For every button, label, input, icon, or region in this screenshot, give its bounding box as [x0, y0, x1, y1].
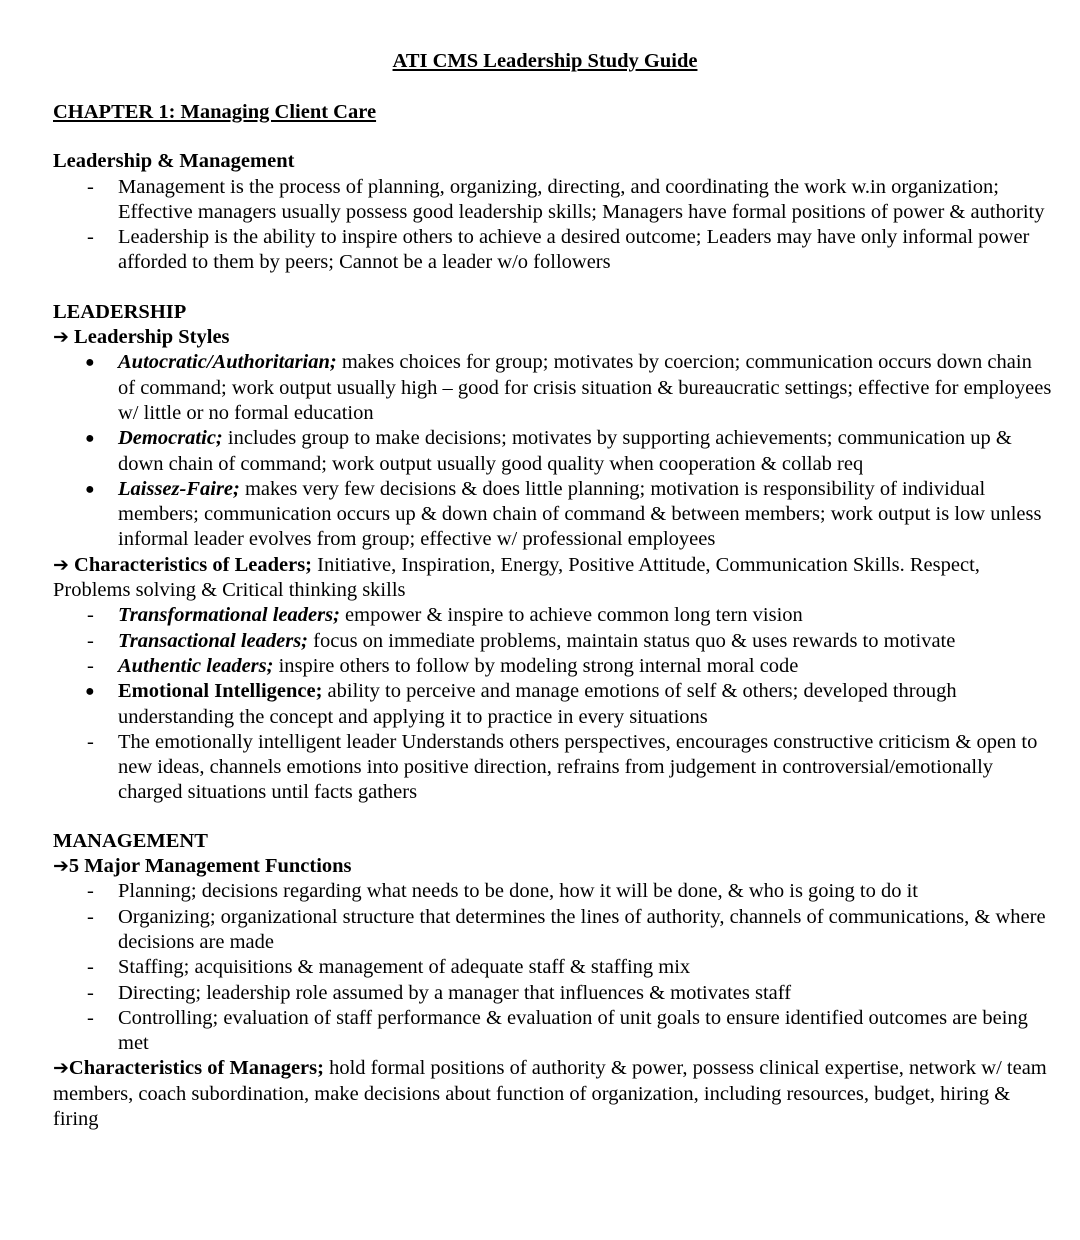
bullet-dot: ● [85, 430, 95, 448]
leadership-styles-list [53, 350, 1053, 552]
document-body [53, 100, 1053, 1132]
list-item: ● Emotional Intelligence; ability to perceive and manage emotions of self & others; developed through understanding the concept and applying it to practice in every situations [85, 680, 957, 728]
chapter-heading: CHAPTER 1: Managing Client Care [53, 101, 377, 123]
bullet-dot: ● [85, 480, 95, 498]
dash-bullet: - [87, 175, 94, 198]
management-functions-list [53, 879, 1053, 1056]
dash-bullet: - [87, 654, 94, 677]
dash-bullet: - [87, 604, 94, 627]
list-item: - Organizing; organizational structure that determines the lines of authority, channels of communications, & where decisions are made [87, 905, 1046, 953]
arrow-right-icon: ➔ [53, 553, 69, 576]
arrow-right-icon: ➔ [53, 1057, 69, 1080]
list-item: - Leadership is the ability to inspire others to achieve a desired outcome; Leaders may have only informal power afforded to them by peers; Cannot be a leader w/o followers [87, 226, 1030, 274]
bullet-dot: ● [85, 354, 95, 372]
bullet-dot: ● [85, 683, 95, 701]
arrow-right-icon: ➔ [53, 855, 69, 878]
section-heading-leadership-management: Leadership & Management [53, 150, 295, 173]
list-item: ● Laissez-Faire; makes very few decisions & does little planning; motivation is responsibility of individual members; communication occurs up & down chain of command & between members; work output is low unless informal leader evolves from group; effective w/ professional employees [85, 477, 1042, 551]
list-item: - Staffing; acquisitions & management of adequate staff & staffing mix [53, 955, 1053, 980]
list-item: ● Autocratic/Authoritarian; makes choices for group; motivates by coercion; communication occurs down chain of command; work output usually high – good for crisis situation & bureaucratic settings; effective for employees w/ little or no formal education [85, 351, 1052, 424]
list-item: - Authentic leaders; inspire others to follow by modeling strong internal moral code [53, 654, 1053, 679]
section-heading-management: MANAGEMENT [53, 829, 208, 852]
dash-bullet: - [87, 1006, 94, 1029]
dash-bullet: - [87, 730, 94, 753]
dash-bullet: - [87, 981, 94, 1004]
subheading-leadership-styles: ➔ Leadership Styles [53, 326, 230, 349]
dash-bullet: - [87, 226, 94, 249]
subheading-management-functions: ➔5 Major Management Functions [53, 855, 352, 878]
list-item: - Transactional leaders; focus on immediate problems, maintain status quo & uses rewards to motivate [53, 629, 1053, 654]
characteristics-of-leaders: ➔ Characteristics of Leaders; Initiative, Inspiration, Energy, Positive Attitude, Communication Skills. Respect, Problems solving & Critical thinking skills [53, 553, 980, 602]
dash-bullet: - [87, 880, 94, 903]
dash-bullet: - [87, 905, 94, 928]
list-item: - Directing; leadership role assumed by a manager that influences & motivates staff [53, 981, 1053, 1006]
list-item: - The emotionally intelligent leader Understands others perspectives, encourages constructive criticism & open to new ideas, channels emotions into positive direction, refrains from judgement in controversial/emotionally charged situations until facts gathers [87, 730, 1038, 804]
section-heading-leadership: LEADERSHIP [53, 300, 187, 323]
dash-bullet: - [87, 629, 94, 652]
list-item: - Planning; decisions regarding what needs to be done, how it will be done, & who is going to do it [53, 879, 1053, 904]
leadership-management-list [53, 175, 1053, 276]
list-item: - Management is the process of planning, organizing, directing, and coordinating the work w.in organization; Effective managers usually possess good leadership skills; Managers have formal positions of power & authority [87, 175, 1045, 223]
list-item: - Controlling; evaluation of staff performance & evaluation of unit goals to ensure identified outcomes are being met [87, 1006, 1028, 1055]
list-item: ● Democratic; includes group to make decisions; motivates by supporting achievements; communication up & down chain of command; work output usually good quality when cooperation & collab req [85, 427, 1012, 475]
document-title: ATI CMS Leadership Study Guide [392, 50, 698, 72]
characteristics-of-managers: ➔Characteristics of Managers; hold formal positions of authority & power, possess clinical expertise, network w/ team members, coach subordination, make decisions about function of organization, including resources, budget, hiring & firing [53, 1057, 1047, 1130]
dash-bullet: - [87, 956, 94, 979]
list-item: - Transformational leaders; empower & inspire to achieve common long tern vision [53, 603, 1053, 628]
leader-types-list [53, 603, 1053, 805]
arrow-right-icon: ➔ [53, 326, 69, 349]
